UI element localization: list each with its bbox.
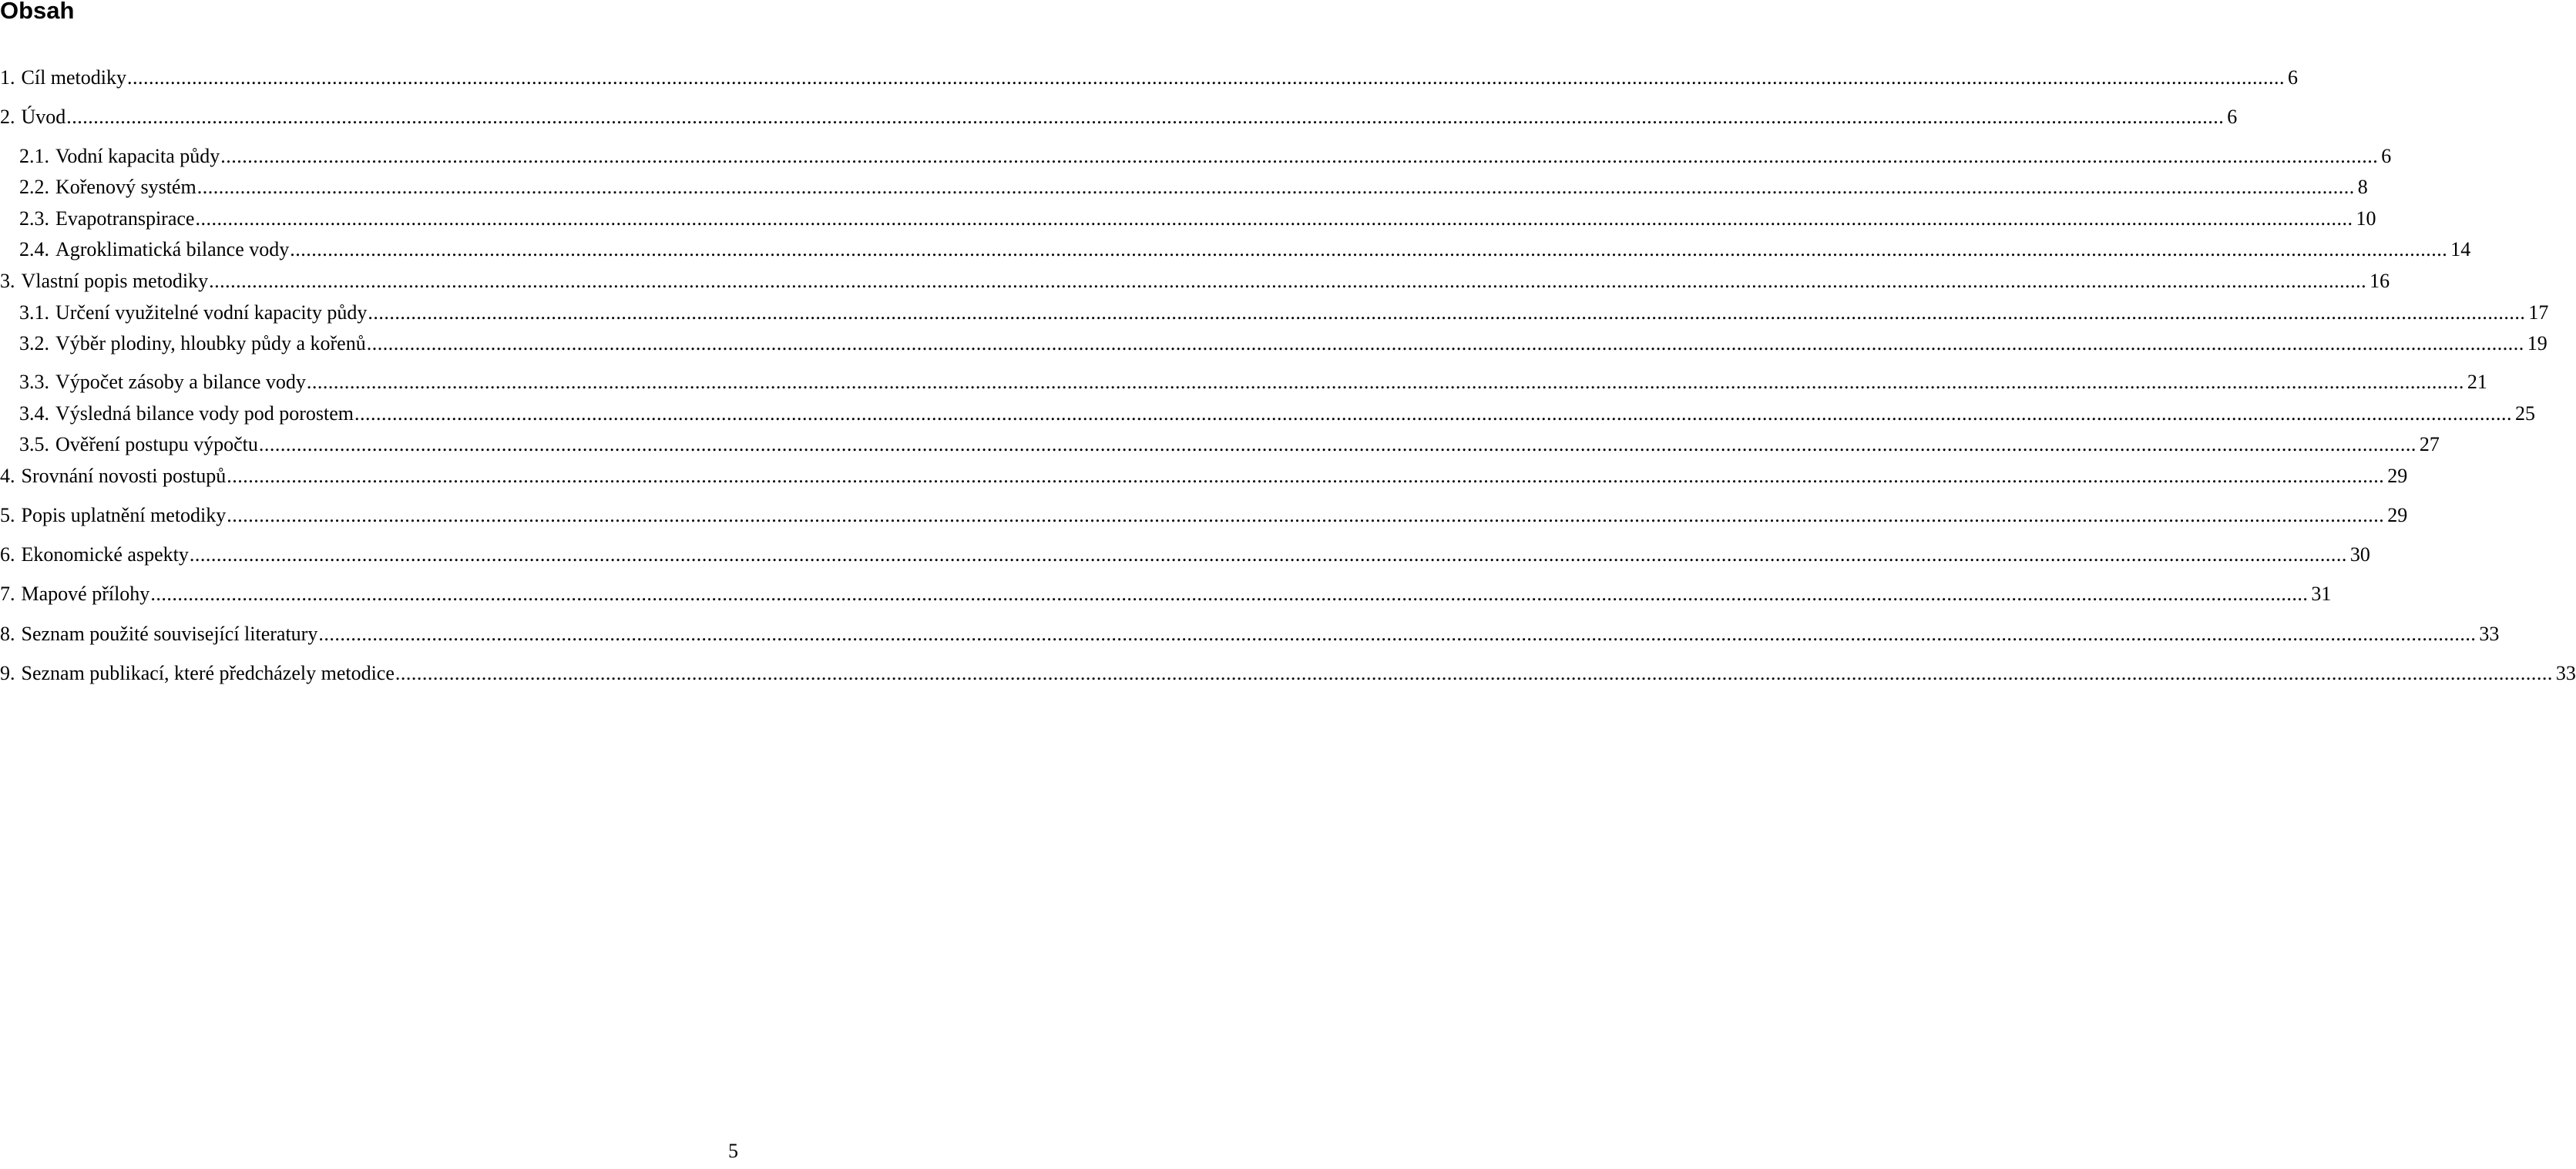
toc-entry[interactable] [0,621,2500,647]
toc-entry-number: 7. [0,583,15,605]
toc-entry[interactable] [19,237,2471,263]
toc-entry-page: 30 [2349,543,2370,566]
toc-entry[interactable] [0,268,2390,294]
toc-entry-label: Agroklimatická bilance vody [55,238,290,260]
dot-leader: ................................................................................................................................................................................................................................................................................................................................................................................................................ [227,504,2385,526]
toc-entry-page: 17 [2528,301,2549,324]
toc-entry-label: Evapotranspirace [55,207,195,230]
toc-entry-number: 5. [0,504,15,526]
toc-entry-number: 8. [0,623,15,645]
toc-entry-label: Ekonomické aspekty [21,543,189,566]
toc-entry-label: Určení využitelné vodní kapacity půdy [55,301,368,324]
toc-entry-page: 27 [2419,433,2440,455]
dot-leader: ................................................................................................................................................................................................................................................................................................................................................................................................................ [66,106,2225,128]
toc-entry-label: Seznam publikací, které předcházely metodice [21,662,395,684]
toc-entry-page: 33 [2555,662,2576,684]
dot-leader: ................................................................................................................................................................................................................................................................................................................................................................................................................ [368,301,2526,324]
toc-entry-label: Vlastní popis metodiky [21,270,209,292]
toc-entry-label: Kořenový systém [55,176,196,198]
dot-leader: ................................................................................................................................................................................................................................................................................................................................................................................................................ [220,145,2379,167]
toc-entry-label: Výpočet zásoby a bilance vody [55,371,306,393]
toc-entry-label: Mapové přílohy [21,583,150,605]
toc-entry-page: 10 [2356,207,2376,230]
toc-entry-label: Vodní kapacita půdy [55,145,220,167]
toc-entry-page: 6 [2288,66,2298,89]
toc-entry[interactable] [0,660,2576,687]
toc-entry-page: 21 [2467,371,2487,393]
toc-entry[interactable] [19,331,2547,357]
toc-entry[interactable] [0,65,2298,91]
toc-entry[interactable] [0,502,2408,529]
dot-leader: ................................................................................................................................................................................................................................................................................................................................................................................................................ [290,238,2448,260]
toc-entry-page: 8 [2357,176,2368,198]
toc-entry[interactable] [0,104,2238,130]
toc-entry-page: 29 [2387,465,2408,487]
toc-entry[interactable] [19,143,2392,170]
toc-entry-number: 2.2. [19,176,49,198]
toc-entry-label: Seznam použité související literatury [21,623,318,645]
dot-leader: ................................................................................................................................................................................................................................................................................................................................................................................................................ [195,207,2353,230]
toc-entry[interactable] [19,401,2536,427]
toc-entry-page: 14 [2450,238,2471,260]
dot-leader: ................................................................................................................................................................................................................................................................................................................................................................................................................ [150,583,2309,605]
dot-leader: ................................................................................................................................................................................................................................................................................................................................................................................................................ [189,543,2347,566]
toc-entry[interactable] [19,174,2368,200]
toc-entry[interactable] [19,300,2549,326]
dot-leader: ................................................................................................................................................................................................................................................................................................................................................................................................................ [306,371,2464,393]
toc-entry-label: Cíl metodiky [21,66,126,89]
toc-entry-label: Úvod [21,106,66,128]
dot-leader: ................................................................................................................................................................................................................................................................................................................................................................................................................ [318,623,2477,645]
toc-entry-number: 3. [0,270,15,292]
dot-leader: ................................................................................................................................................................................................................................................................................................................................................................................................................ [395,662,2553,684]
toc-entry-number: 3.1. [19,301,49,324]
toc-entry-number: 1. [0,66,15,89]
dot-leader: ................................................................................................................................................................................................................................................................................................................................................................................................................ [209,270,2367,292]
toc-entry[interactable] [19,432,2440,458]
toc-entry-number: 2.4. [19,238,49,260]
toc-entry[interactable] [0,463,2408,489]
dot-leader: ................................................................................................................................................................................................................................................................................................................................................................................................................ [258,433,2416,455]
toc-entry-number: 2.3. [19,207,49,230]
toc-entry-number: 3.5. [19,433,49,455]
toc-entry-page: 31 [2311,583,2332,605]
toc-entry-page: 33 [2479,623,2500,645]
toc-entry-label: Výběr plodiny, hloubky půdy a kořenů [55,332,366,354]
toc-entry-page: 25 [2515,402,2536,425]
toc-entry-page: 19 [2527,332,2547,354]
toc-entry-page: 16 [2369,270,2390,292]
toc-entry-page: 29 [2387,504,2408,526]
toc-entry-number: 6. [0,543,15,566]
toc-entry-number: 2.1. [19,145,49,167]
toc-entry[interactable] [19,206,2376,232]
toc-entry-number: 3.2. [19,332,49,354]
toc-entry-label: Srovnání novosti postupů [21,465,227,487]
page-title: Obsah [0,0,75,24]
toc-entry[interactable] [0,542,2370,568]
dot-leader: ................................................................................................................................................................................................................................................................................................................................................................................................................ [366,332,2524,354]
toc-entry-label: Výsledná bilance vody pod porostem [55,402,354,425]
toc-entry[interactable] [19,369,2487,395]
dot-leader: ................................................................................................................................................................................................................................................................................................................................................................................................................ [196,176,2355,198]
page-number: 5 [728,1140,738,1162]
dot-leader: ................................................................................................................................................................................................................................................................................................................................................................................................................ [354,402,2513,425]
dot-leader: ................................................................................................................................................................................................................................................................................................................................................................................................................ [127,66,2285,89]
toc-entry-page: 6 [2381,145,2392,167]
toc-entry-number: 4. [0,465,15,487]
toc-entry[interactable] [0,581,2332,607]
toc-entry-page: 6 [2227,106,2238,128]
toc-entry-label: Popis uplatnění metodiky [21,504,227,526]
toc-entry-label: Ověření postupu výpočtu [55,433,258,455]
toc-entry-number: 9. [0,662,15,684]
toc-entry-number: 3.3. [19,371,49,393]
toc-entry-number: 3.4. [19,402,49,425]
dot-leader: ................................................................................................................................................................................................................................................................................................................................................................................................................ [227,465,2385,487]
toc-entry-number: 2. [0,106,15,128]
